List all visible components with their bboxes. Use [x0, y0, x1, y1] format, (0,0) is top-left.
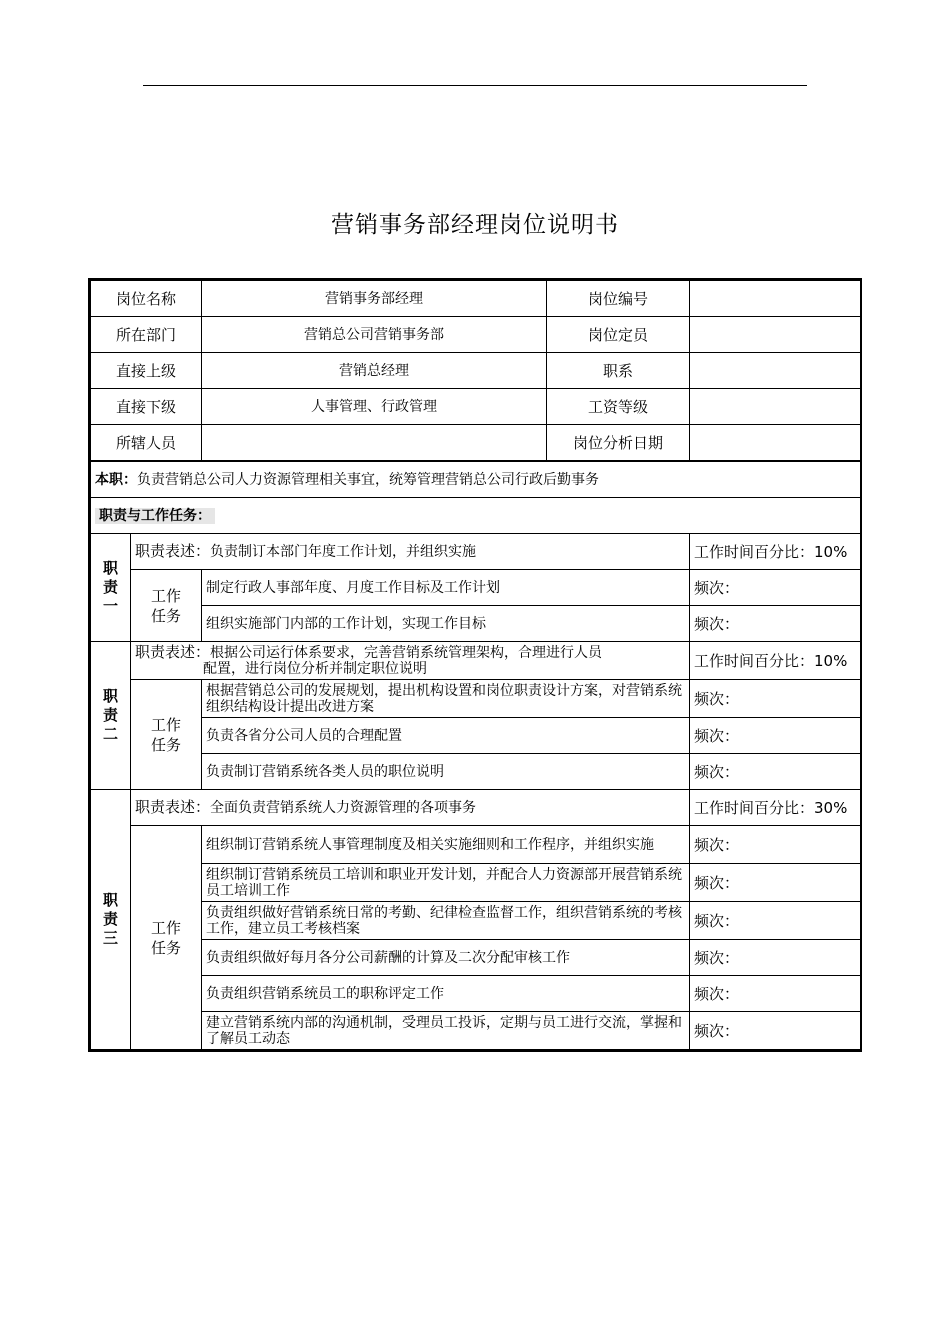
- info-value: 营销事务部经理: [202, 281, 547, 317]
- frequency-label: 频次：: [690, 606, 861, 642]
- frequency-label: 频次：: [690, 902, 861, 940]
- info-value: 营销总公司营销事务部: [202, 317, 547, 353]
- duty-name: 职 责 二: [91, 642, 131, 790]
- info-label: 直接上级: [91, 353, 202, 389]
- frequency-label: 频次：: [690, 826, 861, 864]
- duty-statement-row: [91, 790, 861, 826]
- task-label: 工作 任务: [131, 826, 202, 1050]
- task-text: 组织制订营销系统人事管理制度及相关实施细则和工作程序，并组织实施: [202, 826, 690, 864]
- info-row: [91, 425, 861, 462]
- duty-name: 职 责 一: [91, 534, 131, 642]
- frequency-label: 频次：: [690, 680, 861, 718]
- task-text: 组织制订营销系统员工培训和职业开发计划，并配合人力资源部开展营销系统员工培训工作: [202, 864, 690, 902]
- info-label: 岗位名称: [91, 281, 202, 317]
- info-label: 职系: [547, 353, 690, 389]
- duty-statement-row: [91, 642, 861, 680]
- info-value: 人事管理、行政管理: [202, 389, 547, 425]
- info-value: [690, 425, 861, 462]
- main-duty-label: 本职：: [95, 471, 137, 488]
- time-percentage: 工作时间百分比：30%: [690, 790, 861, 826]
- task-text: 负责组织做好每月各分公司薪酬的计算及二次分配审核工作: [202, 940, 690, 976]
- task-row: [91, 680, 861, 718]
- main-duty-text: 负责营销总公司人力资源管理相关事宜，统筹管理营销总公司行政后勤事务: [137, 471, 599, 488]
- frequency-label: 频次：: [690, 940, 861, 976]
- info-label: 岗位编号: [547, 281, 690, 317]
- task-label: 工作 任务: [131, 570, 202, 642]
- duty-name: 职 责 三: [91, 790, 131, 1050]
- info-row: [91, 281, 861, 317]
- info-value: [202, 425, 547, 462]
- section-heading-cell: [91, 498, 861, 534]
- frequency-label: 频次：: [690, 570, 861, 606]
- task-row: [91, 718, 861, 754]
- task-text: 负责各省分公司人员的合理配置: [202, 718, 690, 754]
- task-row: [91, 754, 861, 790]
- info-value: [690, 389, 861, 425]
- task-row: [91, 606, 861, 642]
- info-label: 工资等级: [547, 389, 690, 425]
- task-text: 负责组织营销系统员工的职称评定工作: [202, 976, 690, 1012]
- frequency-label: 频次：: [690, 1012, 861, 1050]
- task-row: [91, 940, 861, 976]
- task-row: [91, 1012, 861, 1050]
- job-description-table: [88, 278, 862, 1052]
- main-duty-row: [91, 461, 861, 498]
- task-label: 工作 任务: [131, 680, 202, 790]
- task-row: [91, 976, 861, 1012]
- section-heading: 职责与工作任务：: [95, 508, 215, 524]
- info-value: [690, 317, 861, 353]
- document-title: 营销事务部经理岗位说明书: [331, 212, 619, 238]
- task-text: 负责制订营销系统各类人员的职位说明: [202, 754, 690, 790]
- task-text: 建立营销系统内部的沟通机制，受理员工投诉，定期与员工进行交流，掌握和了解员工动态: [202, 1012, 690, 1050]
- section-heading-row: [91, 498, 861, 534]
- frequency-label: 频次：: [690, 864, 861, 902]
- frequency-label: 频次：: [690, 754, 861, 790]
- task-row: [91, 864, 861, 902]
- info-value: [690, 353, 861, 389]
- task-row: [91, 826, 861, 864]
- duty-statement-row: [91, 534, 861, 570]
- info-value: [690, 281, 861, 317]
- task-text: 制定行政人事部年度、月度工作目标及工作计划: [202, 570, 690, 606]
- info-label: 所在部门: [91, 317, 202, 353]
- duty-statement: 职责表述：负责制订本部门年度工作计划，并组织实施: [131, 534, 690, 570]
- info-row: [91, 317, 861, 353]
- info-label: 所辖人员: [91, 425, 202, 462]
- info-row: [91, 389, 861, 425]
- task-row: [91, 902, 861, 940]
- time-percentage: 工作时间百分比：10%: [690, 642, 861, 680]
- task-text: 组织实施部门内部的工作计划，实现工作目标: [202, 606, 690, 642]
- time-percentage: 工作时间百分比：10%: [690, 534, 861, 570]
- task-text: 根据营销总公司的发展规划，提出机构设置和岗位职责设计方案，对营销系统组织结构设计提出改进方案: [202, 680, 690, 718]
- info-label: 岗位分析日期: [547, 425, 690, 462]
- header-rule: [143, 85, 807, 86]
- duty-statement: 职责表述：根据公司运行体系要求，完善营销系统管理架构，合理进行人员 配置，进行岗位分析并制定职位说明: [131, 642, 690, 680]
- frequency-label: 频次：: [690, 976, 861, 1012]
- info-label: 岗位定员: [547, 317, 690, 353]
- duty-statement: 职责表述：全面负责营销系统人力资源管理的各项事务: [131, 790, 690, 826]
- info-row: [91, 353, 861, 389]
- frequency-label: 频次：: [690, 718, 861, 754]
- task-row: [91, 570, 861, 606]
- task-text: 负责组织做好营销系统日常的考勤、纪律检查监督工作，组织营销系统的考核工作，建立员工考核档案: [202, 902, 690, 940]
- main-duty-cell: [91, 461, 861, 498]
- info-value: 营销总经理: [202, 353, 547, 389]
- info-label: 直接下级: [91, 389, 202, 425]
